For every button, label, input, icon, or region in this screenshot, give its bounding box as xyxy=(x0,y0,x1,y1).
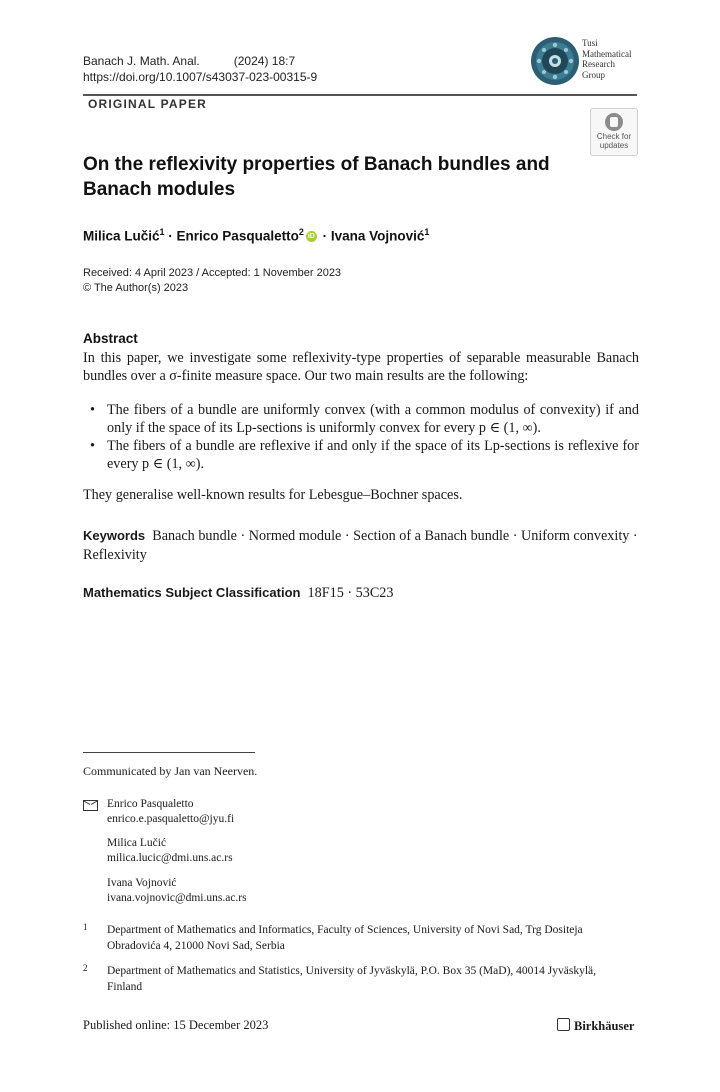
bullet-icon: • xyxy=(90,438,95,454)
publisher-name: Birkhäuser xyxy=(574,1019,635,1033)
msc-codes: 18F15 · 53C23 xyxy=(307,585,394,601)
footnote-rule xyxy=(83,752,255,753)
publisher-group-label: Tusi Mathematical Research Group xyxy=(582,38,632,80)
orcid-icon[interactable]: iD xyxy=(307,233,315,241)
contact-email[interactable]: enrico.e.pasqualetto@jyu.fi xyxy=(107,813,235,825)
doi-link[interactable]: https://doi.org/10.1007/s43037-023-00315-9 xyxy=(83,70,318,84)
author-affiliation: 1 xyxy=(424,227,430,237)
affiliation-number: 1 xyxy=(83,922,88,932)
communicated-by: Communicated by Jan van Neerven. xyxy=(83,764,258,778)
contact-email[interactable]: ivana.vojnovic@dmi.uns.ac.rs xyxy=(107,892,247,904)
birkhauser-logo-icon xyxy=(557,1018,570,1031)
article-dates xyxy=(83,266,341,296)
contact-entry xyxy=(107,876,247,906)
msc-label: Mathematics Subject Classification xyxy=(83,585,301,600)
paper-title: On the reflexivity properties of Banach bundles and Banach modules xyxy=(83,154,550,200)
journal-volume: (2024) 18:7 xyxy=(233,54,296,68)
affiliation-number: 2 xyxy=(83,963,88,973)
keywords-text: Banach bundle · Normed module · Section of a Banach bundle · Uniform convexity · Reflexivity xyxy=(83,528,638,563)
check-for-updates-badge[interactable] xyxy=(590,108,638,156)
bullet-icon: • xyxy=(90,402,95,418)
published-online: Published online: 15 December 2023 xyxy=(83,1018,269,1032)
contact-entry xyxy=(107,836,233,866)
check-updates-label: Check for updates xyxy=(596,132,632,150)
author-affiliation: 2 xyxy=(298,227,304,237)
contact-email[interactable]: milica.lucic@dmi.uns.ac.rs xyxy=(107,852,233,864)
list-item: • The fibers of a bundle are reflexive if and only if the space of its Lp-sections is reflexive for every p ∈ (1, ∞). xyxy=(90,438,639,472)
abstract-intro: In this paper, we investigate some reflexivity-type properties of separable measurable Banach bundles over a σ-finite measure space. Our two main results are the following: xyxy=(83,350,639,384)
contact-name: Milica Lučić xyxy=(107,837,167,849)
list-item: • The fibers of a bundle are uniformly convex (with a common modulus of convexity) if and only if the space of its Lp-sections is uniformly convex for every p ∈ (1, ∞). xyxy=(90,402,639,436)
author-affiliation: 1 xyxy=(159,227,165,237)
mail-icon xyxy=(83,800,98,811)
author-name[interactable]: Ivana Vojnović xyxy=(330,228,425,244)
msc-classification xyxy=(83,585,393,602)
abstract-conclusion: They generalise well-known results for Lebesgue–Bochner spaces. xyxy=(83,487,463,503)
author-name[interactable]: Enrico Pasqualetto xyxy=(176,228,299,244)
contact-name: Ivana Vojnović xyxy=(107,877,177,889)
received-accepted: Received: 4 April 2023 / Accepted: 1 November 2023 xyxy=(83,267,342,279)
journal-name: Banach J. Math. Anal. xyxy=(83,54,200,68)
publisher-imprint xyxy=(557,1018,634,1034)
affiliation-text: Department of Mathematics and Informatics, Faculty of Sciences, University of Novi Sad, Trg Dositeja Obradovića 4, 21000 Novi Sad, Serbia xyxy=(107,924,583,952)
abstract-results-list xyxy=(90,401,639,473)
contact-entry xyxy=(107,797,234,827)
contact-name: Enrico Pasqualetto xyxy=(107,798,194,810)
copyright: © The Author(s) 2023 xyxy=(83,282,189,294)
affiliation-text: Department of Mathematics and Statistics, University of Jyväskylä, P.O. Box 35 (MaD), 40014 Jyväskylä, Finland xyxy=(107,965,596,993)
author-list: Milica Lučić$^1$ · Enrico Pasqualetto$^2$ iD · Ivana Vojnović$^1$ xyxy=(83,227,430,244)
abstract-heading: Abstract xyxy=(83,331,138,346)
keywords xyxy=(83,526,639,565)
header-rule xyxy=(83,94,637,96)
bookmark-icon xyxy=(605,113,623,131)
author-name[interactable]: Milica Lučić xyxy=(83,228,160,244)
journal-citation xyxy=(83,54,295,69)
tusi-logo xyxy=(530,36,580,86)
keywords-label: Keywords xyxy=(83,528,146,543)
article-type: ORIGINAL PAPER xyxy=(88,97,208,111)
